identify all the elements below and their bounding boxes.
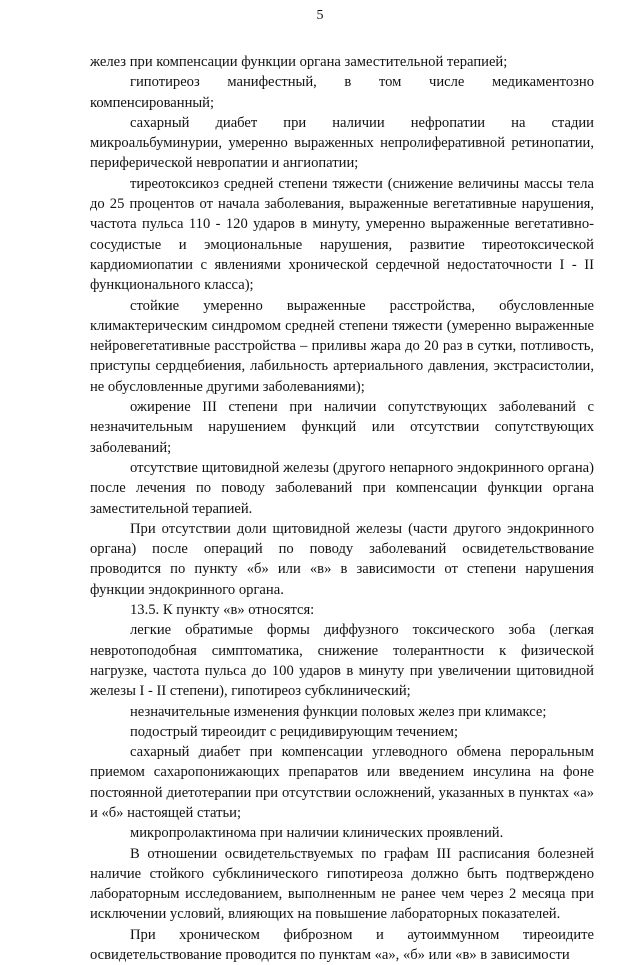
body-paragraph: сахарный диабет при наличии нефропатии на стадии микроальбуминурии, умеренно выраженных непролиферативной ретинопатии, периферической невропатии и ангиопатии;: [90, 114, 594, 172]
body-paragraph: гипотиреоз манифестный, в том числе медикаментозно компенсированный;: [90, 74, 594, 111]
body-paragraph: незначительные изменения функции половых желез при климаксе;: [130, 703, 547, 720]
body-paragraph: желез при компенсации функции органа заместительной терапией;: [90, 54, 508, 70]
document-body: [90, 52, 594, 965]
body-paragraph: 13.5. К пункту «в» относятся:: [130, 602, 315, 619]
body-paragraph: При отсутствии доли щитовидной железы (части другого эндокринного органа) после операций по поводу заболеваний освидетельствование проводится по пункту «б» или «в» в зависимости от степени нарушения функции эндокринного органа.: [90, 520, 594, 598]
page-number: 5: [316, 8, 324, 23]
body-paragraph: При хроническом фиброзном и аутоиммунном тиреоидите освидетельствование проводится по пунктам «а», «б» или «в» в зависимости: [90, 926, 594, 964]
body-paragraph: ожирение III степени при наличии сопутствующих заболеваний с незначительным нарушением функций или отсутствии сопутствующих заболеваний;: [90, 399, 594, 456]
body-paragraph: сахарный диабет при компенсации углеводного обмена пероральным приемом сахаропонижающих препаратов или введением инсулина на фоне постоянной диетотерапии при отсутствии осложнений, указанных в пунктах «а» и «б» настоящей статьи;: [90, 744, 594, 821]
body-paragraph: подострый тиреоидит с рецидивирующим течением;: [130, 723, 459, 740]
body-paragraph: тиреотоксикоз средней степени тяжести (снижение величины массы тела до 25 процентов от начала заболевания, выраженные вегетативные нарушения, частота пульса 110 - 120 ударов в минуту, умеренно выраженные вегетативно-сосудистые и эмоциональные нарушения, развитие тиреотоксической кардиомиопатии с явлениями хронической сердечной недостаточности I - II функционального класса);: [90, 175, 594, 294]
body-paragraph: отсутствие щитовидной железы (другого непарного эндокринного органа) после лечения по поводу заболеваний при компенсации функции органа заместительной терапией.: [90, 459, 594, 517]
body-paragraph: В отношении освидетельствуемых по графам III расписания болезней наличие стойкого субклинического гипотиреоза должно быть подтверждено лабораторным исследованием, выполненным не ранее чем через 2 месяца при исключении условий, влияющих на повышение лабораторных показателей.: [90, 845, 594, 923]
body-paragraph: стойкие умеренно выраженные расстройства, обусловленные климактерическим синдромом средней степени тяжести (умеренно выраженные нейровегетативные расстройства – приливы жара до 20 раз в сутки, потливость, приступы сердцебиения, лабильность артериального давления, экстрасистолии, не обусловленные другими заболеваниями);: [90, 297, 594, 395]
body-paragraph: легкие обратимые формы диффузного токсического зоба (легкая невротоподобная симптоматика, снижение толерантности к физической нагрузке, частота пульса до 100 ударов в минуту при увеличении щитовидной железы I - II степени), гипотиреоз субклинический;: [90, 622, 594, 700]
body-paragraph: микропролактинома при наличии клинических проявлений.: [130, 825, 504, 842]
